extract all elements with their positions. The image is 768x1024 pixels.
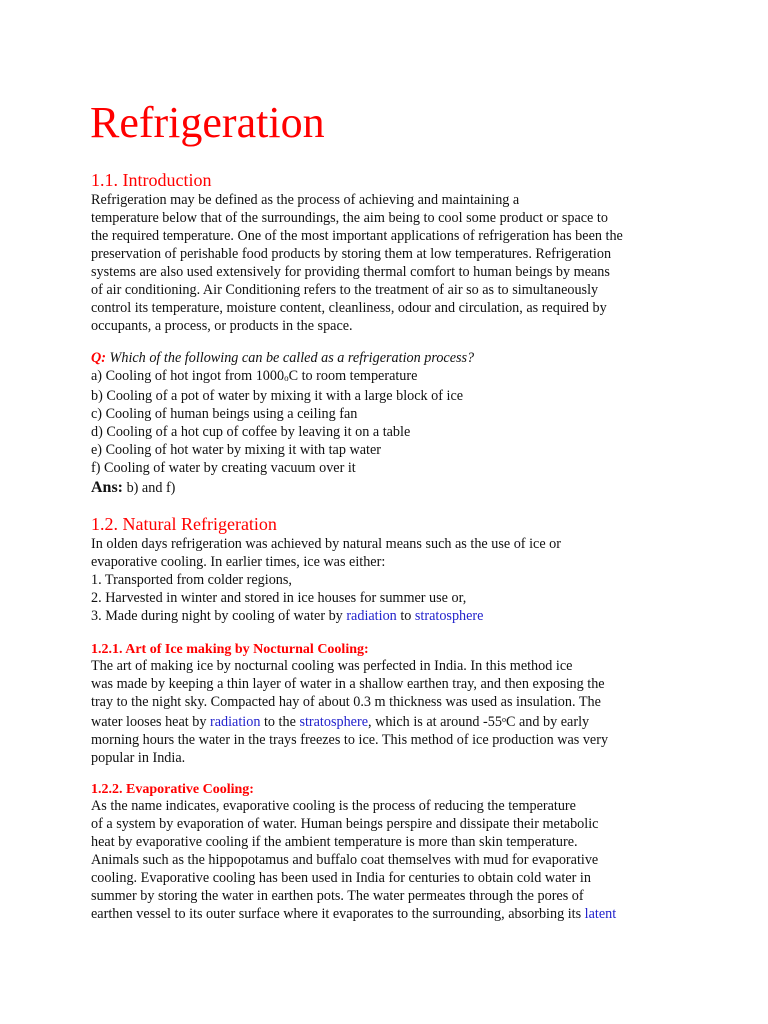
option-c: c) Cooling of human beings using a ceiling fan bbox=[91, 406, 358, 422]
text-line: control its temperature, moisture content, cleanliness, odour and circulation, as required by bbox=[91, 300, 607, 316]
text-line: evaporative cooling. In earlier times, ice was either: bbox=[91, 554, 386, 570]
text-line: temperature below that of the surroundings, the aim being to cool some product or space to bbox=[91, 210, 608, 226]
text-line: morning hours the water in the trays freezes to ice. This method of ice production was very bbox=[91, 732, 609, 748]
text-line: tray to the night sky. Compacted hay of about 0.3 m thickness was used as insulation. The bbox=[91, 694, 601, 710]
text-segment: C and by early bbox=[505, 714, 590, 730]
text-segment: to the bbox=[260, 714, 300, 730]
latent-link[interactable]: latent bbox=[584, 906, 617, 922]
question-block bbox=[91, 349, 474, 499]
intro-paragraph bbox=[91, 191, 623, 335]
text-line: summer by storing the water in earthen pots. The water permeates through the pores of bbox=[91, 888, 584, 904]
list-item-text: to bbox=[396, 608, 415, 624]
text-line: Animals such as the hippopotamus and buffalo coat themselves with mud for evaporative bbox=[91, 852, 599, 868]
stratosphere-link[interactable]: stratosphere bbox=[299, 714, 368, 730]
radiation-link[interactable]: radiation bbox=[346, 608, 397, 624]
answer-text: b) and f) bbox=[123, 480, 176, 496]
art-paragraph bbox=[91, 657, 608, 767]
text-line: The art of making ice by nocturnal cooling was perfected in India. In this method ice bbox=[91, 658, 573, 674]
option-a bbox=[91, 367, 474, 387]
text-line: of air conditioning. Air Conditioning refers to the treatment of air so as to simultaneously bbox=[91, 282, 599, 298]
degree-mark: o bbox=[284, 373, 289, 383]
list-item bbox=[91, 607, 561, 625]
heading-art-of-ice-making: 1.2.1. Art of Ice making by Nocturnal Cooling: bbox=[91, 642, 369, 657]
heading-natural-refrigeration: 1.2. Natural Refrigeration bbox=[91, 514, 277, 534]
option-f: f) Cooling of water by creating vacuum over it bbox=[91, 460, 356, 476]
radiation-link[interactable]: radiation bbox=[209, 714, 261, 730]
text-line: preservation of perishable food products by storing them at low temperatures. Refrigeration bbox=[91, 246, 612, 262]
heading-introduction: 1.1. Introduction bbox=[91, 170, 212, 190]
document-title: Refrigeration bbox=[90, 98, 325, 147]
text-line: Refrigeration may be defined as the process of achieving and maintaining a bbox=[91, 192, 520, 208]
evap-paragraph bbox=[91, 797, 616, 923]
stratosphere-link[interactable]: stratosphere bbox=[414, 608, 484, 624]
text-line: the required temperature. One of the most important applications of refrigeration has been the bbox=[91, 228, 623, 244]
option-b: b) Cooling of a pot of water by mixing it with a large block of ice bbox=[91, 388, 464, 404]
text-line bbox=[91, 905, 616, 923]
list-item: 2. Harvested in winter and stored in ice houses for summer use or, bbox=[91, 590, 467, 606]
answer-label: Ans: bbox=[91, 479, 124, 496]
text-line: was made by keeping a thin layer of water in a shallow earthen tray, and then exposing the bbox=[91, 676, 605, 692]
text-line: popular in India. bbox=[91, 750, 186, 766]
option-a-text: a) Cooling of hot ingot from 1000 bbox=[91, 368, 285, 384]
heading-evaporative-cooling: 1.2.2. Evaporative Cooling: bbox=[91, 782, 254, 797]
text-line: heat by evaporative cooling if the ambient temperature is more than skin temperature. bbox=[91, 834, 578, 850]
text-line: cooling. Evaporative cooling has been used in India for centuries to obtain cold water in bbox=[91, 870, 591, 886]
option-d: d) Cooling of a hot cup of coffee by leaving it on a table bbox=[91, 424, 411, 440]
list-item: 1. Transported from colder regions, bbox=[91, 572, 292, 588]
text-segment: water looses heat by bbox=[91, 714, 210, 730]
natural-paragraph bbox=[91, 535, 561, 625]
question-body: Which of the following can be called as a refrigeration process? bbox=[105, 350, 475, 366]
text-line: of a system by evaporation of water. Human beings perspire and dissipate their metabolic bbox=[91, 816, 599, 832]
text-line: In olden days refrigeration was achieved by natural means such as the use of ice or bbox=[91, 536, 561, 552]
answer-line bbox=[91, 477, 474, 499]
text-segment: , which is at around -55 bbox=[368, 714, 502, 730]
text-line: occupants, a process, or products in the space. bbox=[91, 318, 353, 334]
text-line: systems are also used extensively for providing thermal comfort to human beings by means bbox=[91, 264, 610, 280]
degree-mark: o bbox=[501, 715, 506, 724]
option-a-text-end: C to room temperature bbox=[288, 368, 418, 384]
text-line: As the name indicates, evaporative cooling is the process of reducing the temperature bbox=[91, 798, 576, 814]
list-item-text: 3. Made during night by cooling of water by bbox=[91, 608, 347, 624]
text-line bbox=[91, 711, 608, 731]
question-label: Q: bbox=[91, 350, 106, 366]
text-segment: earthen vessel to its outer surface where it evaporates to the surrounding, absorbing its bbox=[91, 906, 585, 922]
option-e: e) Cooling of hot water by mixing it with tap water bbox=[91, 442, 381, 458]
question-text bbox=[91, 349, 474, 367]
